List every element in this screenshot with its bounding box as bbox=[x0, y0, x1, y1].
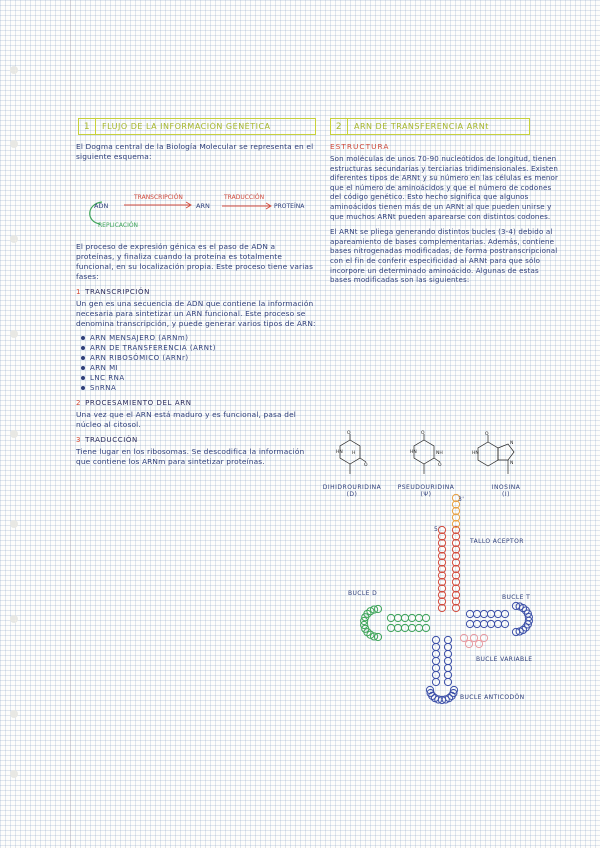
section-number: 2 bbox=[331, 119, 348, 134]
nucleotide bbox=[444, 657, 451, 664]
phase-3-text: Tiene lugar en los ribosomas. Se descodifica la información que contiene los ARNm para sintetizar proteínas. bbox=[76, 447, 305, 466]
nucleotide bbox=[408, 614, 415, 621]
nucleotide bbox=[444, 664, 451, 671]
nucleotide bbox=[432, 657, 439, 664]
molecule-name: INOSINA bbox=[491, 484, 521, 491]
trna-cloverleaf-diagram bbox=[330, 490, 560, 715]
svg-text:H: H bbox=[352, 451, 356, 456]
nucleotide bbox=[415, 624, 422, 631]
svg-text:O: O bbox=[485, 432, 489, 437]
rna-types-list bbox=[76, 333, 316, 393]
phase-title: TRANSCRIPCIÓN bbox=[85, 288, 150, 296]
left-column-body bbox=[76, 242, 316, 471]
anticodon-loop-label: BUCLE ANTICODÓN bbox=[460, 694, 525, 701]
svg-text:N: N bbox=[510, 441, 514, 446]
svg-text:NH: NH bbox=[436, 451, 443, 456]
nucleotide bbox=[387, 614, 394, 621]
phase-title: PROCESAMIENTO DEL ARN bbox=[85, 399, 192, 407]
phase-3-heading bbox=[76, 436, 316, 444]
list-item: ARN DE TRANSFERENCIA (ARNt) bbox=[90, 343, 316, 353]
modified-bases-structures bbox=[328, 430, 538, 486]
svg-text:HN: HN bbox=[336, 450, 343, 455]
nucleotide bbox=[432, 671, 439, 678]
nucleotide bbox=[444, 671, 451, 678]
dogma-transcripcion: TRANSCRIPCIÓN bbox=[134, 194, 183, 201]
nucleotide bbox=[432, 643, 439, 650]
nucleotide bbox=[415, 614, 422, 621]
left-column bbox=[76, 142, 316, 164]
intro-text: El Dogma central de la Biología Molecular se representa en el siguiente esquema: bbox=[76, 142, 314, 161]
svg-text:O: O bbox=[421, 431, 425, 436]
list-item: ARN MENSAJERO (ARNm) bbox=[90, 333, 316, 343]
fold-text: El ARNt se pliega generando distintos bucles (3-4) debido al apareamiento de bases complementarias. Además, contiene bases nitrogenadas modificadas, de forma postranscripcional con el fin de conferir especificidad al ARNt para que sólo incorpore un determinado aminoácido. Algunas de estas bases modificadas son las siguientes: bbox=[330, 227, 558, 285]
margin-line bbox=[70, 0, 71, 848]
nucleotide bbox=[480, 634, 487, 641]
acceptor-stem-label: TALLO ACEPTOR bbox=[470, 538, 524, 545]
nucleotide bbox=[432, 678, 439, 685]
dogma-adn: ADN bbox=[94, 202, 109, 210]
nucleotide bbox=[466, 620, 473, 627]
nucleotide bbox=[473, 610, 480, 617]
section-number: 1 bbox=[79, 119, 96, 134]
section-header-2 bbox=[330, 118, 530, 135]
svg-text:O: O bbox=[364, 463, 368, 468]
nucleotide bbox=[466, 610, 473, 617]
nucleotide bbox=[444, 636, 451, 643]
phase-number: 1 bbox=[76, 288, 82, 296]
list-item: ARN RIBOSÓMICO (ARNr) bbox=[90, 353, 316, 363]
nucleotide bbox=[422, 624, 429, 631]
phase-2-text: Una vez que el ARN está maduro y es funcional, pasa del núcleo al citosol. bbox=[76, 410, 296, 429]
d-loop-label: BUCLE D bbox=[348, 590, 378, 597]
nucleotide bbox=[394, 624, 401, 631]
svg-text:O: O bbox=[347, 431, 351, 436]
trna-structure bbox=[330, 490, 560, 715]
phase-2-heading bbox=[76, 399, 316, 407]
nucleotide bbox=[387, 624, 394, 631]
central-dogma-diagram bbox=[80, 192, 320, 232]
dogma-replicacion: REPLICACIÓN bbox=[98, 222, 139, 229]
nucleotide bbox=[432, 650, 439, 657]
section-header-1 bbox=[78, 118, 316, 135]
right-column bbox=[330, 142, 562, 289]
nucleotide bbox=[487, 620, 494, 627]
svg-text:HN: HN bbox=[472, 451, 479, 456]
phase-number: 2 bbox=[76, 399, 82, 407]
nucleotide bbox=[494, 620, 501, 627]
dogma-proteina: PROTEÍNA bbox=[274, 203, 305, 210]
nucleotide bbox=[460, 634, 467, 641]
three-prime-label: 3' bbox=[458, 496, 465, 503]
nucleotide bbox=[401, 624, 408, 631]
nucleotide bbox=[432, 636, 439, 643]
molecule-symbol: (Ψ) bbox=[420, 491, 432, 498]
svg-text:O: O bbox=[438, 463, 442, 468]
nucleotide bbox=[494, 610, 501, 617]
molecule-name: PSEUDOURIDINA bbox=[397, 484, 455, 491]
nucleotide bbox=[487, 610, 494, 617]
nucleotide bbox=[394, 614, 401, 621]
svg-text:N: N bbox=[510, 461, 514, 466]
list-item: SnRNA bbox=[90, 383, 316, 393]
nucleotide bbox=[480, 610, 487, 617]
structure-text: Son moléculas de unos 70-90 nucleótidos de longitud, tienen estructuras secundarias y terciarias tridimensionales. Existen diferentes tipos de ARNt y su número en las células es menor que el número de aminoácidos y que el número de codones del código genético. Esto hecho significa que algunos aminoácidos tienen más de un ARNt al que pueden unirse y que muchos ARNt pueden aparearse con distintos codones. bbox=[330, 154, 559, 221]
nucleotide bbox=[444, 643, 451, 650]
nucleotide bbox=[432, 664, 439, 671]
section-title: ARN DE TRANSFERENCIA ARNt bbox=[354, 122, 489, 131]
phase-1-heading bbox=[76, 288, 316, 296]
expression-paragraph: El proceso de expresión génica es el paso de ADN a proteínas, y finaliza cuando la proteína es totalmente funcional, en su localización propia. Este proceso tiene varias fases: bbox=[76, 242, 314, 281]
phase-title: TRADUCCIÓN bbox=[85, 436, 138, 444]
phase-1-text: Un gen es una secuencia de ADN que contiene la información necesaria para sintetizar un ARN funcional. Este proceso se denomina transcripción, y puede generar varios tipos de ARN: bbox=[76, 299, 316, 328]
svg-text:HN: HN bbox=[410, 450, 417, 455]
nucleotide bbox=[501, 610, 508, 617]
section-title: FLUJO DE LA INFORMACIÓN GENÉTICA bbox=[102, 122, 271, 131]
dogma-arn: ARN bbox=[196, 202, 210, 210]
nucleotide bbox=[444, 678, 451, 685]
molecule-name: DIHIDROURIDINA bbox=[322, 484, 382, 491]
nucleotide bbox=[465, 640, 472, 647]
t-loop-label: BUCLE T bbox=[502, 594, 531, 601]
list-item: ARN MI bbox=[90, 363, 316, 373]
nucleotide bbox=[470, 634, 477, 641]
dogma-traduccion: TRADUCCIÓN bbox=[224, 194, 265, 201]
structure-label: ESTRUCTURA bbox=[330, 142, 390, 151]
nucleotide bbox=[501, 620, 508, 627]
phase-number: 3 bbox=[76, 436, 82, 444]
nucleotide bbox=[473, 620, 480, 627]
molecule-symbol: (D) bbox=[346, 491, 358, 498]
list-item: LNC RNA bbox=[90, 373, 316, 383]
molecule-symbol: (I) bbox=[502, 491, 510, 498]
nucleotide bbox=[480, 620, 487, 627]
nucleotide bbox=[422, 614, 429, 621]
five-prime-label: 5' bbox=[434, 526, 441, 533]
variable-loop-label: BUCLE VARIABLE bbox=[476, 656, 533, 663]
nucleotide bbox=[408, 624, 415, 631]
nucleotide bbox=[475, 640, 482, 647]
nucleotide bbox=[444, 650, 451, 657]
nucleotide bbox=[401, 614, 408, 621]
